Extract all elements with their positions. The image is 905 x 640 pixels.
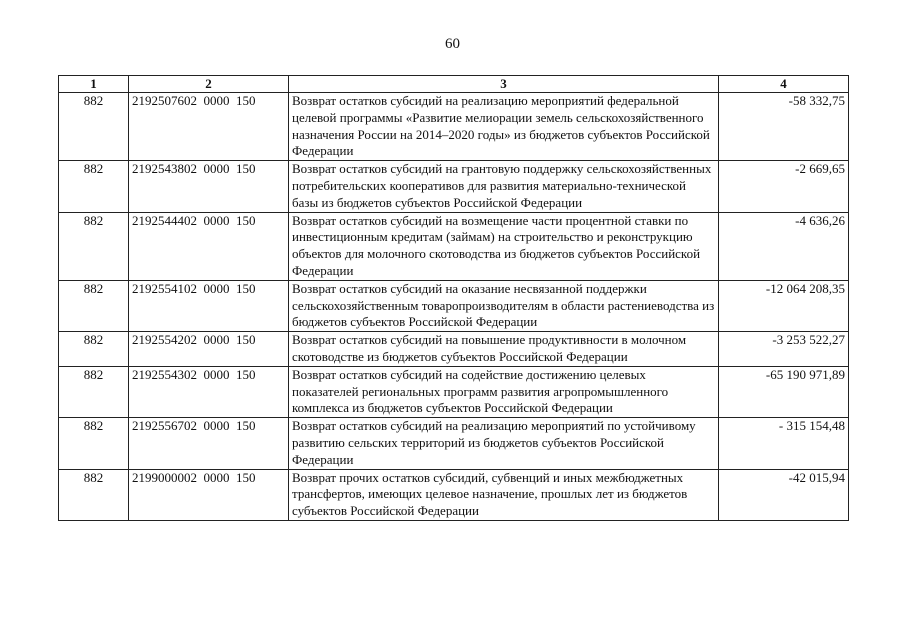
- description-cell: Возврат прочих остатков субсидий, субвенций и иных межбюджетных трансфертов, имеющих целевое назначение, прошлых лет из бюджетов субъектов Российской Федерации: [289, 469, 719, 520]
- chapter-code-cell: 882: [59, 161, 129, 212]
- column-header-1: 1: [59, 76, 129, 93]
- table-row: [59, 212, 849, 280]
- budget-code-cell: 2192544402 0000 150: [129, 212, 289, 280]
- amount-cell: - 315 154,48: [719, 418, 849, 469]
- page-number: 60: [445, 36, 460, 52]
- description-cell: Возврат остатков субсидий на повышение продуктивности в молочном скотоводстве из бюджетов субъектов Российской Федерации: [289, 332, 719, 367]
- budget-code-cell: 2192556702 0000 150: [129, 418, 289, 469]
- amount-cell: -2 669,65: [719, 161, 849, 212]
- chapter-code-cell: 882: [59, 280, 129, 331]
- description-cell: Возврат остатков субсидий на оказание несвязанной поддержки сельскохозяйственным товаропроизводителям в области растениеводства из бюджетов субъектов Российской Федерации: [289, 280, 719, 331]
- column-header-2: 2: [129, 76, 289, 93]
- budget-code-cell: 2192554202 0000 150: [129, 332, 289, 367]
- description-cell: Возврат остатков субсидий на содействие достижению целевых показателей региональных программ развития агропромышленного комплекса из бюджетов субъектов Российской Федерации: [289, 366, 719, 417]
- budget-code-cell: 2192507602 0000 150: [129, 93, 289, 161]
- chapter-code-cell: 882: [59, 332, 129, 367]
- table-row: [59, 280, 849, 331]
- description-cell: Возврат остатков субсидий на реализацию мероприятий федеральной целевой программы «Развитие мелиорации земель сельскохозяйственного назначения России на 2014–2020 годы» из бюджетов субъектов Российской Федерации: [289, 93, 719, 161]
- table-row: [59, 469, 849, 520]
- table-row: [59, 93, 849, 161]
- chapter-code-cell: 882: [59, 469, 129, 520]
- chapter-code-cell: 882: [59, 212, 129, 280]
- column-header-4: 4: [719, 76, 849, 93]
- amount-cell: -12 064 208,35: [719, 280, 849, 331]
- table-row: [59, 418, 849, 469]
- table-header-row: [59, 76, 849, 93]
- description-cell: Возврат остатков субсидий на реализацию мероприятий по устойчивому развитию сельских территорий из бюджетов субъектов Российской Федерации: [289, 418, 719, 469]
- table-row: [59, 161, 849, 212]
- amount-cell: -65 190 971,89: [719, 366, 849, 417]
- chapter-code-cell: 882: [59, 366, 129, 417]
- amount-cell: -3 253 522,27: [719, 332, 849, 367]
- budget-table: [58, 75, 849, 521]
- chapter-code-cell: 882: [59, 93, 129, 161]
- amount-cell: -4 636,26: [719, 212, 849, 280]
- table-row: [59, 332, 849, 367]
- amount-cell: -42 015,94: [719, 469, 849, 520]
- chapter-code-cell: 882: [59, 418, 129, 469]
- description-cell: Возврат остатков субсидий на грантовую поддержку сельскохозяйственных потребительских кооперативов для развития материально-технической базы из бюджетов субъектов Российской Федерации: [289, 161, 719, 212]
- table-row: [59, 366, 849, 417]
- budget-code-cell: 2199000002 0000 150: [129, 469, 289, 520]
- description-cell: Возврат остатков субсидий на возмещение части процентной ставки по инвестиционным кредитам (займам) на строительство и реконструкцию объектов для молочного скотоводства из бюджетов субъектов Российской Федерации: [289, 212, 719, 280]
- amount-cell: -58 332,75: [719, 93, 849, 161]
- column-header-3: 3: [289, 76, 719, 93]
- budget-code-cell: 2192554302 0000 150: [129, 366, 289, 417]
- budget-code-cell: 2192554102 0000 150: [129, 280, 289, 331]
- budget-code-cell: 2192543802 0000 150: [129, 161, 289, 212]
